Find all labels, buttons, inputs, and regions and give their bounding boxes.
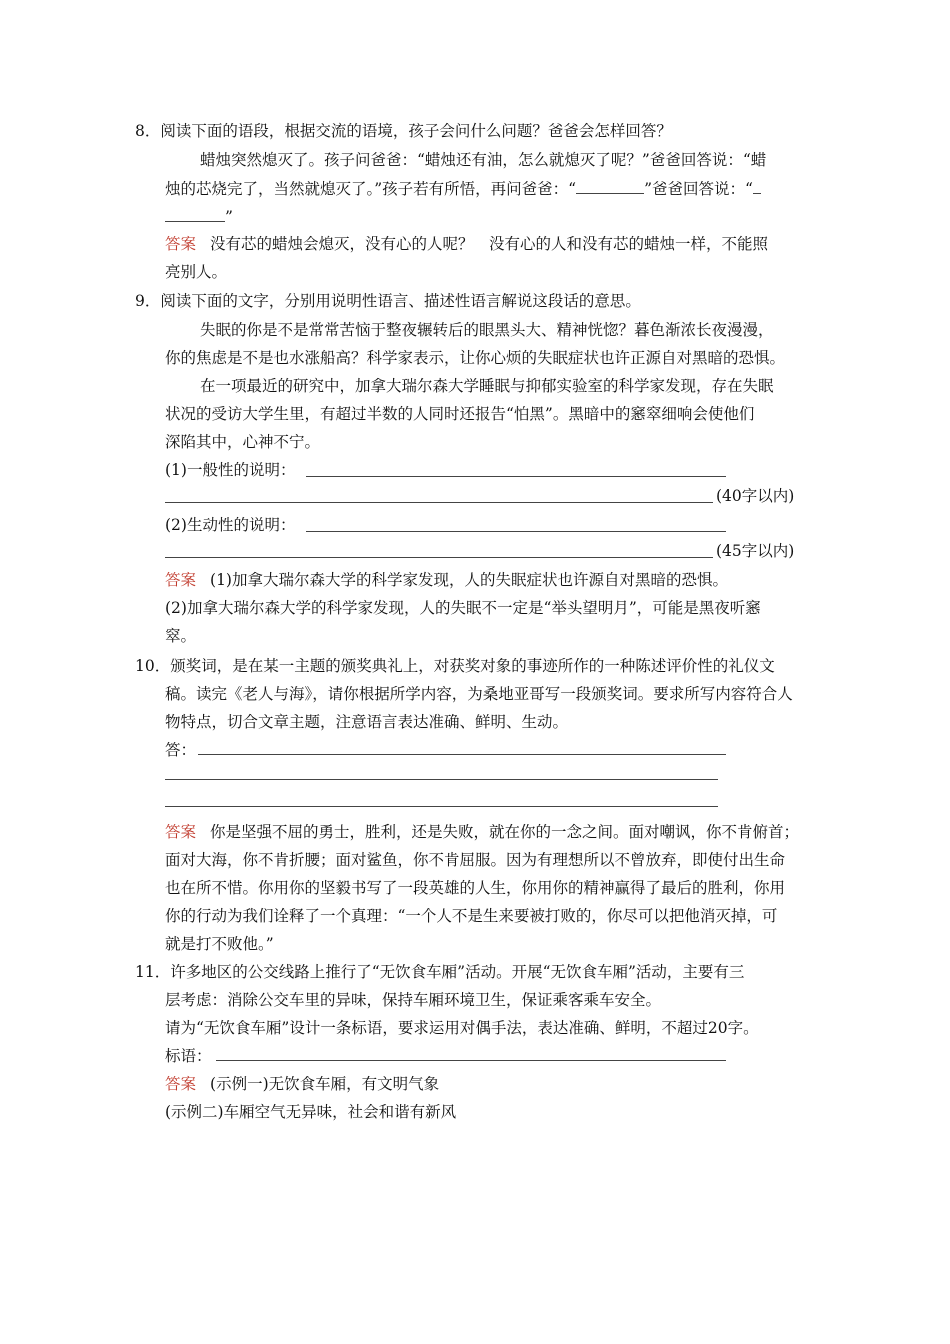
q8-stem: 8．阅读下面的语段，根据交流的语境，孩子会问什么问题？爸爸会怎样回答？ (135, 122, 672, 140)
q9-sub1-answer-line-2[interactable] (165, 502, 713, 503)
q10-answer-line-4-text: 你的行动为我们诠释了一个真理：“一个人不是生来要被打败的，你尽可以把他消灭掉，可 (165, 907, 778, 925)
q9-answer-line-3: 窣。 (165, 627, 197, 645)
q9-answer-text: (1)加拿大瑞尔森大学的科学家发现，人的失眠症状也许源自对黑暗的恐惧。 (210, 571, 728, 589)
q11-answer-text: (示例一)无饮食车厢，有文明气象 (210, 1075, 440, 1093)
q10-answer-line-1[interactable] (198, 754, 726, 755)
q10-answer-line-2[interactable] (165, 779, 718, 780)
q8-answer-blank-start[interactable] (753, 178, 761, 194)
q8-question-blank[interactable] (576, 178, 644, 194)
q9-sub2-answer-line-1[interactable] (306, 531, 726, 532)
q10-stem-line-2: 稿。读完《老人与海》，请你根据所学内容，为桑地亚哥写一段颁奖词。要求所写内容符合人 (165, 685, 793, 703)
q9-passage-line-3: 在一项最近的研究中，加拿大瑞尔森大学睡眠与抑郁实验室的科学家发现，存在失眠 (200, 377, 774, 395)
q9-answer-line-2: (2)加拿大瑞尔森大学的科学家发现，人的失眠不一定是“举头望明月”，可能是黑夜听窸 (165, 599, 761, 617)
q8-answer-blank[interactable] (165, 206, 225, 222)
q9-passage-line-4: 状况的受访大学生里，有超过半数的人同时还报告“怕黑”。黑暗中的窸窣细响会使他们 (165, 405, 755, 423)
answer-label: 答案 (165, 1075, 197, 1093)
q8-passage-line-2-text: 烛的芯烧完了，当然就熄灭了。”孩子若有所悟，再问爸爸：“ (165, 180, 577, 198)
q8-closing-quote: ” (225, 208, 233, 226)
q10-answer-line-2-text: 面对大海，你不肯折腰；面对鲨鱼，你不肯屈服。因为有理想所以不曾放弃，即使付出生命 (165, 851, 786, 869)
q8-answer-line-2: 亮别人。 (165, 263, 228, 281)
q8-passage-line-2 (165, 178, 761, 199)
q11-slogan-line[interactable] (216, 1060, 726, 1061)
q9-passage-line-5: 深陷其中，心神不宁。 (165, 433, 321, 451)
q11-slogan-label: 标语： (165, 1047, 212, 1065)
q9-stem: 9．阅读下面的文字，分别用说明性语言、描述性语言解说这段话的意思。 (135, 292, 641, 310)
answer-label: 答案 (165, 823, 197, 841)
q9-sub1-label: (1)一般性的说明： (165, 461, 296, 479)
q10-answer-prompt: 答： (165, 741, 197, 759)
q10-answer-line-1-text (165, 822, 799, 842)
q8-passage-line-1: 蜡烛突然熄灭了。孩子问爸爸：“蜡烛还有油，怎么就熄灭了呢？”爸爸回答说：“蜡 (200, 151, 767, 169)
q10-stem-line-1: 10．颁奖词，是在某一主题的颁奖典礼上，对获奖对象的事迹所作的一种陈述评价性的礼仪文 (135, 657, 775, 675)
q9-sub2-limit: (45字以内) (716, 542, 795, 560)
q11-answer-line-2: (示例二)车厢空气无异味，社会和谐有新风 (165, 1103, 457, 1121)
q10-answer-line-3-text: 也在所不惜。你用你的坚毅书写了一段英雄的人生，你用你的精神赢得了最后的胜利，你用 (165, 879, 786, 897)
q11-stem-line-2: 层考虑：消除公交车里的异味，保持车厢环境卫生，保证乘客乘车安全。 (165, 991, 662, 1009)
q11-stem-line-1: 11．许多地区的公交线路上推行了“无饮食车厢”活动。开展“无饮食车厢”活动，主要有三 (135, 963, 745, 981)
q9-sub1-answer-line-1[interactable] (306, 476, 726, 477)
q9-sub2-answer-line-2[interactable] (165, 557, 713, 558)
q10-answer-line-3[interactable] (165, 806, 718, 807)
q8-passage-line-2-end: ”爸爸回答说：“ (644, 180, 753, 198)
q9-passage-line-1: 失眠的你是不是常常苦恼于整夜辗转后的眼黑头大、精神恍惚？暮色渐浓长夜漫漫， (200, 321, 774, 339)
q11-answer-line-1 (165, 1074, 439, 1094)
q8-answer-line-1 (165, 234, 768, 254)
q8-answer-text: 没有芯的蜡烛会熄灭，没有心的人呢？ 没有心的人和没有芯的蜡烛一样，不能照 (210, 235, 769, 253)
q10-stem-line-3: 物特点，切合文章主题，注意语言表达准确、鲜明、生动。 (165, 713, 569, 731)
answer-label: 答案 (165, 571, 197, 589)
q9-passage-line-2: 你的焦虑是不是也水涨船高？科学家表示，让你心烦的失眠症状也许正源自对黑暗的恐惧。 (165, 349, 786, 367)
q11-stem-line-3: 请为“无饮食车厢”设计一条标语，要求运用对偶手法，表达准确、鲜明，不超过20字。 (165, 1019, 759, 1037)
q10-answer-line-5-text: 就是打不败他。” (165, 935, 274, 953)
q9-answer-line-1 (165, 570, 728, 590)
q9-sub1-limit: (40字以内) (716, 487, 795, 505)
answer-label: 答案 (165, 235, 197, 253)
q10-answer-text: 你是坚强不屈的勇士，胜利，还是失败，就在你的一念之间。面对嘲讽，你不肯俯首； (210, 823, 800, 841)
q8-passage-line-3 (165, 206, 233, 227)
q9-sub2-label: (2)生动性的说明： (165, 516, 296, 534)
